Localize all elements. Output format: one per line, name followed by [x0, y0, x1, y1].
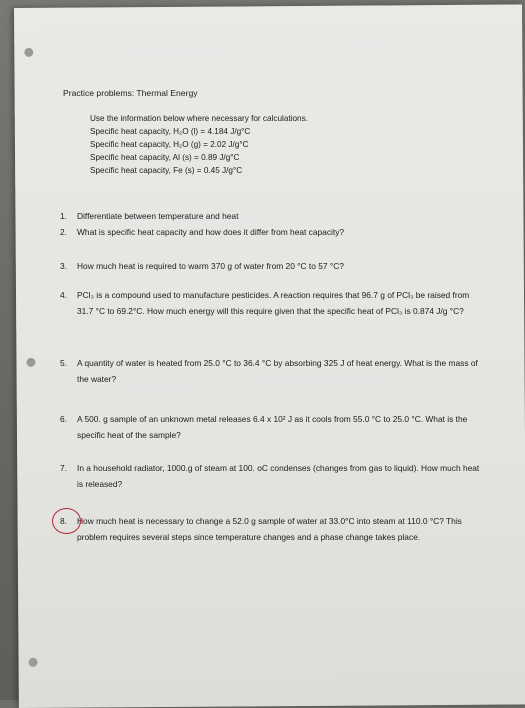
- question-number: 4.: [60, 290, 67, 300]
- question-text: How much heat is necessary to change a 52.0 g sample of water at 33.0°C into steam at 110.0 °C? This problem requires several steps since temperature changes and a phase change takes place.: [77, 516, 462, 542]
- question-8: [60, 513, 480, 545]
- punch-hole-bottom: [29, 658, 38, 667]
- question-number: 8.: [60, 516, 67, 526]
- question-5: [60, 355, 480, 387]
- instructions-text: Use the information below where necessary for calculations.: [90, 114, 308, 123]
- question-number: 1.: [60, 211, 67, 221]
- question-text: Differentiate between temperature and heat: [77, 211, 239, 221]
- question-number: 5.: [60, 358, 67, 368]
- question-text: PCl₃ is a compound used to manufacture pesticides. A reaction requires that 96.7 g of PCl₃ be raised from 31.7 °C to 69.2°C. How much energy will this require given that the specific heat of PCl₃ is 0.874 J/g °C?: [77, 290, 470, 316]
- question-number: 7.: [60, 463, 67, 473]
- question-4: [60, 287, 480, 319]
- punch-hole-middle: [26, 358, 35, 367]
- question-text: A quantity of water is heated from 25.0 °C to 36.4 °C by absorbing 325 J of heat energy. What is the mass of the water?: [77, 358, 478, 384]
- question-number: 2.: [60, 227, 67, 237]
- constant-water-liquid: Specific heat capacity, H₂O (l) = 4.184 J/g°C: [90, 127, 251, 136]
- question-number: 3.: [60, 261, 67, 271]
- worksheet-title: Practice problems: Thermal Energy: [63, 88, 198, 98]
- question-text: A 500. g sample of an unknown metal releases 6.4 x 10² J as it cools from 55.0 °C to 25.0 °C. What is the specific heat of the sample?: [77, 414, 468, 440]
- constant-iron: Specific heat capacity, Fe (s) = 0.45 J/g°C: [90, 166, 243, 175]
- question-7: [60, 460, 480, 492]
- question-text: In a household radiator, 1000.g of steam at 100. oC condenses (changes from gas to liquid). How much heat is released?: [77, 463, 480, 489]
- question-text: How much heat is required to warm 370 g of water from 20 °C to 57 °C?: [77, 261, 344, 271]
- punch-hole-top: [24, 48, 33, 57]
- constant-aluminum: Specific heat capacity, Al (s) = 0.89 J/g°C: [90, 153, 240, 162]
- question-text: What is specific heat capacity and how does it differ from heat capacity?: [77, 227, 345, 237]
- question-2: [60, 224, 480, 240]
- question-3: [60, 258, 480, 274]
- constant-water-gas: Specific heat capacity, H₂O (g) = 2.02 J/g°C: [90, 140, 249, 149]
- handwritten-circle-mark: [52, 508, 81, 534]
- question-number: 6.: [60, 414, 67, 424]
- constants-block: [90, 112, 308, 177]
- question-6: [60, 411, 480, 443]
- question-1: [60, 208, 480, 224]
